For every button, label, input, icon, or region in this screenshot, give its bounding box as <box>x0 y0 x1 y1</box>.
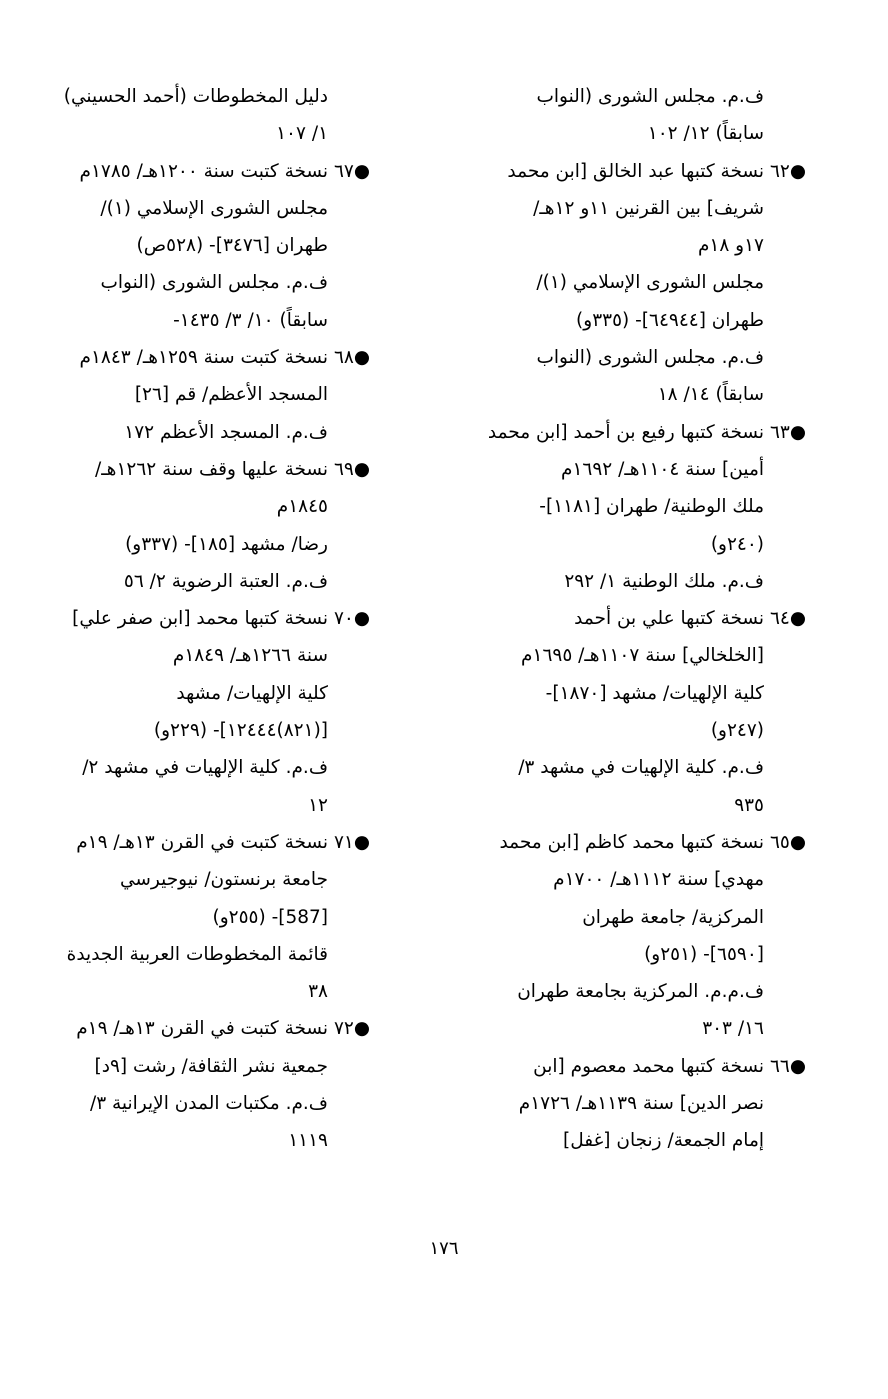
entry-line: طهران [٣٤٧٦]- (٥٢٨ص) <box>136 235 328 257</box>
entry-line: مجلس الشورى الإسلامي (١)/ <box>536 272 764 294</box>
entry-heading-line: ●٦٢ نسخة كتبها عبد الخالق [ابن محمد <box>507 160 806 182</box>
entry-line: سابقاً) ١٠/ ٣/ ١٤٣٥- <box>173 309 328 331</box>
entry-heading-line: ●٧٠ نسخة كتبها محمد [ابن صفر علي] <box>72 608 370 630</box>
entry-line: ١/ ١٠٧ <box>276 123 328 145</box>
entry-line: ١١١٩ <box>288 1130 328 1152</box>
entry-line: ف.م. مكتبات المدن الإيرانية ٣/ <box>89 1093 328 1115</box>
entry-line: ٩٣٥ <box>734 794 764 816</box>
entry-line: [الخلخالي] سنة ١١٠٧هـ/ ١٦٩٥م <box>521 645 764 667</box>
entry-heading-line: ●٦٩ نسخة عليها وقف سنة ١٢٦٢هـ/ <box>95 458 370 480</box>
entry-line: أمين] سنة ١١٠٤هـ/ ١٦٩٢م <box>561 458 764 480</box>
entry-line: ف.م. المسجد الأعظم ١٧٢ <box>124 421 328 443</box>
entry-line: مجلس الشورى الإسلامي (١)/ <box>100 197 328 219</box>
entry-line: ١٨٤٥م <box>276 496 328 518</box>
entry-line: ١٢ <box>308 794 328 816</box>
entry-line: جمعية نشر الثقافة/ رشت [٩د] <box>94 1055 328 1077</box>
entry-heading-line: ●٧٢ نسخة كتبت في القرن ١٣هـ/ ١٩م <box>76 1018 370 1040</box>
entry-heading-line: ●٦٣ نسخة كتبها رفيع بن أحمد [ابن محمد <box>487 421 806 443</box>
entry-line: دليل المخطوطات (أحمد الحسيني) <box>63 86 328 107</box>
entry-line: ف.م. مجلس الشورى (النواب <box>536 347 764 369</box>
entry-line: ف.م. ملك الوطنية ١/ ٢٩٢ <box>564 570 764 592</box>
entry-line: ١٧و ١٨م <box>697 235 764 257</box>
entry-line: ف.م. كلية الإلهيات في مشهد ٣/ <box>518 757 764 779</box>
right-column <box>476 78 806 1160</box>
entry-line: ف.م. العتبة الرضوية ٢/ ٥٦ <box>123 570 328 592</box>
entry-line: [587]- (٢٥٥و) <box>212 906 328 928</box>
entry-line: شريف] بين القرنين ١١و ١٢هـ/ <box>533 197 764 219</box>
entry-line: ف.م. مجلس الشورى (النواب <box>100 272 328 294</box>
entry-line: طهران [٦٤٩٤٤]- (٣٣٥و) <box>576 309 764 331</box>
entry-line: كلية الإلهيات/ مشهد <box>176 682 328 704</box>
left-column <box>40 78 370 1160</box>
entry-line: المسجد الأعظم/ قم [٢٦] <box>134 384 328 406</box>
entry-line: [(٨٢١)١٢٤٤٤]- (٢٢٩و) <box>153 720 328 742</box>
entry-line: سنة ١٢٦٦هـ/ ١٨٤٩م <box>172 645 328 667</box>
entry-line: (٢٤٧و) <box>710 720 764 742</box>
entry-line: رضا/ مشهد [١٨٥]- (٣٣٧و) <box>125 533 328 555</box>
entry-line: سابقاً) ١٤/ ١٨ <box>657 384 764 406</box>
page-number: ١٧٦ <box>429 1238 459 1259</box>
entry-heading-line: ●٦٨ نسخة كتبت سنة ١٢٥٩هـ/ ١٨٤٣م <box>79 347 370 369</box>
entry-line: إمام الجمعة/ زنجان [غفل] <box>563 1130 764 1152</box>
entry-line: ملك الوطنية/ طهران [١١٨١]- <box>539 496 764 518</box>
entry-line: سابقاً) ١٢/ ١٠٢ <box>647 123 764 145</box>
entry-heading-line: ●٦٧ نسخة كتبت سنة ١٢٠٠هـ/ ١٧٨٥م <box>79 160 370 182</box>
entry-heading-line: ●٧١ نسخة كتبت في القرن ١٣هـ/ ١٩م <box>76 831 370 853</box>
entry-line: جامعة برنستون/ نيوجيرسي <box>120 869 328 891</box>
entry-line: ٣٨ <box>308 981 328 1003</box>
entry-line: مهدي] سنة ١١١٢هـ/ ١٧٠٠م <box>553 869 764 891</box>
entry-line: ف.م.م. المركزية بجامعة طهران <box>517 981 764 1003</box>
entry-heading-line: ●٦٥ نسخة كتبها محمد كاظم [ابن محمد <box>499 831 806 853</box>
entry-line: نصر الدين] سنة ١١٣٩هـ/ ١٧٢٦م <box>518 1093 764 1115</box>
entry-line: قائمة المخطوطات العربية الجديدة <box>66 943 328 965</box>
entry-heading-line: ●٦٦ نسخة كتبها محمد معصوم [ابن <box>533 1055 806 1077</box>
entry-line: ف.م. كلية الإلهيات في مشهد ٢/ <box>82 757 328 779</box>
entry-line: ١٦/ ٣٠٣ <box>702 1018 764 1040</box>
entry-heading-line: ●٦٤ نسخة كتبها علي بن أحمد <box>574 608 806 630</box>
entry-line: [٦٥٩٠]- (٢٥١و) <box>644 943 764 965</box>
entry-line: كلية الإلهيات/ مشهد [١٨٧٠]- <box>545 682 764 704</box>
entry-line: (٢٤٠و) <box>710 533 764 555</box>
entry-line: المركزية/ جامعة طهران <box>582 906 764 928</box>
entry-line: ف.م. مجلس الشورى (النواب <box>536 86 764 107</box>
